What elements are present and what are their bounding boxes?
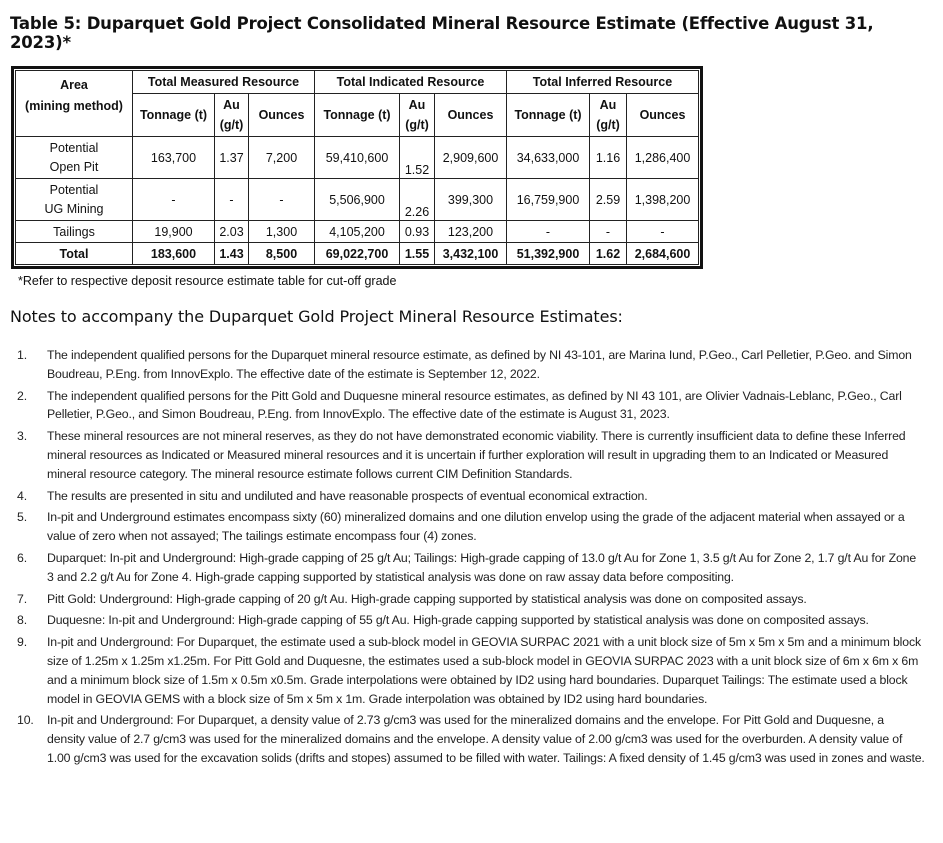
note-text: The independent qualified persons for the Pitt Gold and Duquesne mineral resource estimates, as defined by NI 43 101, are Olivier Vadnais-Leblanc, P.Geo., Carl Pelletier, P.Geo., and Simon Boudreau, P.Eng. from InnovExplo. The effective date of the estimate is August 31, 2023. [47, 388, 902, 422]
note-item [0, 711, 925, 767]
col-header-au [400, 94, 435, 137]
indicated-au: 1.55 [400, 243, 435, 265]
area-line2: UG Mining [44, 201, 104, 216]
note-number: 2. [17, 388, 27, 403]
table-row-total [16, 243, 699, 265]
note-text: The independent qualified persons for the Duparquet mineral resource estimate, as defined by NI 43-101, are Marina Iund, P.Geo., Carl Pelletier, P.Geo. and Simon Boudreau, P.Eng. from InnovExplo. The effective date of the estimate is September 12, 2022. [47, 348, 912, 381]
measured-tonnage: 183,600 [133, 243, 215, 265]
inferred-ounces: - [627, 221, 699, 243]
note-number: 10. [17, 713, 34, 728]
col-header-tonnage: Tonnage (t) [315, 94, 400, 137]
note-item [0, 508, 925, 546]
measured-au: 1.43 [215, 243, 249, 265]
measured-tonnage: - [133, 179, 215, 221]
notes-heading: Notes to accompany the Duparquet Gold Project Mineral Resource Estimates: [10, 307, 623, 326]
group-header-indicated: Total Indicated Resource [315, 71, 507, 94]
au-unit: (g/t) [219, 118, 244, 132]
area-header-line2: (mining method) [25, 99, 123, 113]
measured-au: - [215, 179, 249, 221]
measured-au: 1.37 [215, 137, 249, 179]
note-item [0, 487, 925, 506]
inferred-au: 1.16 [590, 137, 627, 179]
indicated-tonnage: 59,410,600 [315, 137, 400, 179]
au-label: Au [408, 98, 426, 112]
inferred-au: 2.59 [590, 179, 627, 221]
measured-tonnage: 19,900 [133, 221, 215, 243]
note-item [0, 346, 925, 384]
note-text: These mineral resources are not mineral reserves, as they do not have demonstrated economic viability. There is currently insufficient data to define these Inferred mineral resources as Indicated or Measured mineral resources and it is uncertain if further exploration will result in upgrading them to an Indicated or Measured mineral resource category. The mineral resource estimate follows current CIM Definition Standards. [47, 429, 906, 481]
au-label: Au [223, 98, 240, 112]
measured-ounces: 7,200 [249, 137, 315, 179]
table-footnote: *Refer to respective deposit resource estimate table for cut-off grade [18, 274, 397, 288]
table-row-ug-mining [16, 179, 699, 221]
inferred-au: 1.62 [590, 243, 627, 265]
note-item [0, 427, 925, 483]
measured-au: 2.03 [215, 221, 249, 243]
note-item [0, 633, 925, 708]
col-header-tonnage: Tonnage (t) [507, 94, 590, 137]
inferred-ounces: 2,684,600 [627, 243, 699, 265]
table-row-open-pit [16, 137, 699, 179]
measured-tonnage: 163,700 [133, 137, 215, 179]
note-item [0, 590, 925, 609]
area-cell [16, 179, 133, 221]
indicated-au: 0.93 [400, 221, 435, 243]
note-text: Pitt Gold: Underground: High-grade capping of 20 g/t Au. High-grade capping supported by statistical analysis was done on composited assays. [47, 591, 807, 606]
indicated-ounces: 2,909,600 [435, 137, 507, 179]
header-row-groups [16, 71, 699, 94]
col-header-au [590, 94, 627, 137]
notes-list [0, 346, 925, 771]
inferred-tonnage: 51,392,900 [507, 243, 590, 265]
measured-ounces: - [249, 179, 315, 221]
note-text: In-pit and Underground: For Duparquet, the estimate used a sub-block model in GEOVIA SURPAC 2021 with a unit block size of 5m x 5m x 5m and a minimum block size of 1.25m x 1.25m x1.25m. For Pitt Gold and Duquesne, the estimates used a sub-block model in GEOVIA SURPAC 2023 with a unit block size of 6m x 6m x 6m and a minimum block size of 1.5m x 0.5m x0.5m. Grade interpolations were obtained by ID2 using hard boundaries. Duparquet Tailings: The estimate used a block model in GEOVIA GEMS with a block size of 5m x 5m x 1m. Grade interpolation was obtained by ID2 using hard boundaries. [47, 635, 921, 706]
table-title: Table 5: Duparquet Gold Project Consolidated Mineral Resource Estimate (Effective August 31, 2023)* [10, 14, 874, 52]
area-header-line1: Area [60, 78, 88, 92]
inferred-ounces: 1,398,200 [627, 179, 699, 221]
au-unit: (g/t) [405, 118, 429, 132]
measured-ounces: 1,300 [249, 221, 315, 243]
note-text: Duquesne: In-pit and Underground: High-grade capping of 55 g/t Au. High-grade capping supported by statistical analysis was done on composited assays. [47, 613, 869, 628]
note-item [0, 549, 925, 587]
note-text: The results are presented in situ and undiluted and have reasonable prospects of eventual economical extraction. [47, 488, 648, 503]
note-text: In-pit and Underground estimates encompass sixty (60) mineralized domains and one dilution envelop using the grade of the adjacent material when assayed or a value of zero when not assayed; The tailings estimate encompass four (4) zones. [47, 510, 905, 544]
note-number: 8. [17, 613, 27, 628]
note-number: 1. [17, 348, 27, 362]
col-header-au [215, 94, 249, 137]
indicated-ounces: 399,300 [435, 179, 507, 221]
indicated-ounces: 3,432,100 [435, 243, 507, 265]
area-cell: Tailings [16, 221, 133, 243]
note-text: In-pit and Underground: For Duparquet, a density value of 2.73 g/cm3 was used for the mineralized domains and the envelope. For Pitt Gold and Duquesne, a density value of 2.7 g/cm3 was used for the mineralized domains and the envelope. A density value of 2.00 g/cm3 was used for the overburden. A density value of 1.00 g/cm3 was used for the excavation solids (drifts and stopes) assumed to be filled with water. Tailings: A fixed density of 1.45 g/cm3 was used in zones and waste. [47, 713, 925, 765]
group-header-inferred: Total Inferred Resource [507, 71, 699, 94]
area-line1: Potential [49, 182, 99, 197]
inferred-tonnage: 34,633,000 [507, 137, 590, 179]
inferred-tonnage: 16,759,900 [507, 179, 590, 221]
col-header-ounces: Ounces [627, 94, 699, 137]
col-header-ounces: Ounces [435, 94, 507, 137]
inferred-ounces: 1,286,400 [627, 137, 699, 179]
area-header [16, 71, 133, 137]
note-item [0, 387, 925, 425]
area-line1: Potential [49, 140, 99, 155]
indicated-au: 1.52 [400, 137, 435, 179]
note-number: 4. [17, 488, 27, 503]
col-header-tonnage: Tonnage (t) [133, 94, 215, 137]
note-number: 3. [17, 429, 27, 444]
group-header-measured: Total Measured Resource [133, 71, 315, 94]
au-label: Au [599, 98, 617, 112]
inferred-au: - [590, 221, 627, 243]
area-line2: Open Pit [49, 159, 99, 174]
note-number: 5. [17, 510, 27, 525]
indicated-tonnage: 5,506,900 [315, 179, 400, 221]
inferred-tonnage: - [507, 221, 590, 243]
note-number: 7. [17, 591, 27, 606]
area-cell [16, 137, 133, 179]
col-header-ounces: Ounces [249, 94, 315, 137]
measured-ounces: 8,500 [249, 243, 315, 265]
indicated-au: 2.26 [400, 179, 435, 221]
table-row-tailings [16, 221, 699, 243]
note-text: Duparquet: In-pit and Underground: High-grade capping of 25 g/t Au; Tailings: High-grade capping of 13.0 g/t Au for Zone 1, 3.5 g/t Au for Zone 2, 1.7 g/t Au for Zone 3 and 2.2 g/t Au for Zone 4. High-grade capping supported by statistical analysis was done on raw assay data before compositing. [47, 550, 917, 584]
au-unit: (g/t) [596, 118, 620, 132]
indicated-ounces: 123,200 [435, 221, 507, 243]
indicated-tonnage: 69,022,700 [315, 243, 400, 265]
area-cell: Total [16, 243, 133, 265]
resource-table-frame [11, 66, 703, 269]
indicated-tonnage: 4,105,200 [315, 221, 400, 243]
resource-table [15, 70, 699, 265]
note-item [0, 611, 925, 630]
note-number: 9. [17, 635, 27, 650]
note-number: 6. [17, 550, 27, 565]
